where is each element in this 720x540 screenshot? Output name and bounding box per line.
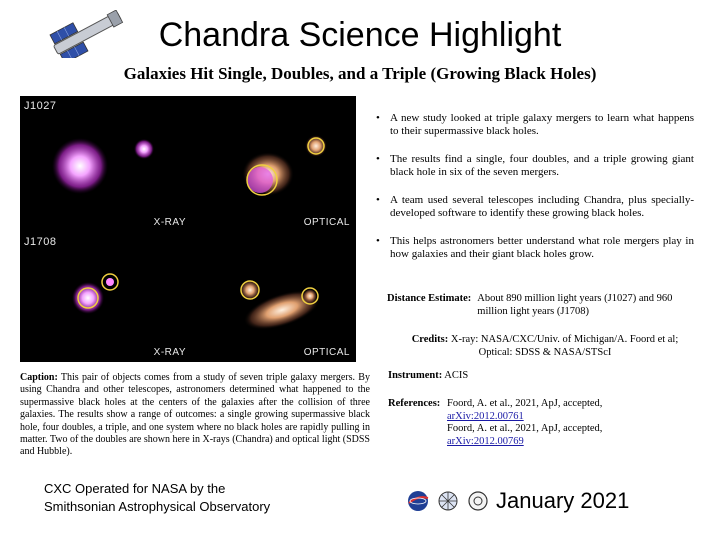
- credits-line1: X-ray: NASA/CXC/Univ. of Michigan/A. Foord et al;: [450, 334, 679, 345]
- panel-label-optical: OPTICAL: [303, 217, 350, 228]
- operator-line2: Smithsonian Astrophysical Observatory: [44, 499, 271, 514]
- bullet-item: • This helps astronomers better understand what role mergers play in how galaxies and their giant black holes grow.: [372, 235, 694, 261]
- instrument-value: ACIS: [444, 370, 469, 381]
- publication-date: January 2021: [496, 488, 630, 513]
- reference-link[interactable]: arXiv:2012.00769: [447, 435, 524, 447]
- distance-value: About 890 million light years (J1027) and 960 million light years (J1708): [477, 293, 673, 317]
- reference-link[interactable]: arXiv:2012.00761: [447, 410, 524, 422]
- image-panel-j1027-xray: [20, 96, 192, 232]
- sao-logo-icon: [469, 492, 487, 510]
- operator-line1: CXC Operated for NASA by the: [44, 481, 226, 496]
- caption-label: Caption:: [20, 372, 58, 383]
- references-label: References:: [388, 398, 441, 409]
- agency-logos: [406, 489, 492, 513]
- credits-line2: Optical: SDSS & NASA/STScI: [478, 347, 612, 358]
- panel-id: J1708: [24, 236, 57, 248]
- credits: [390, 333, 700, 359]
- image-panel-j1708-xray: [20, 232, 192, 362]
- instrument: [388, 370, 468, 381]
- bullet-item: • A new study looked at triple galaxy mergers to learn what happens to their supermassive black holes.: [372, 112, 694, 138]
- operator-credit: [44, 480, 270, 516]
- image-panel-j1027-optical: [192, 96, 356, 232]
- nasa-logo-icon: [408, 491, 428, 511]
- bullet-item: • A team used several telescopes including Chandra, plus specially-developed software to identify these growing black holes.: [372, 194, 694, 220]
- reference-text: Foord, A. et al., 2021, ApJ, accepted,: [447, 398, 603, 409]
- distance-estimate: [387, 292, 697, 318]
- credits-label: Credits:: [411, 334, 449, 345]
- reference-text: Foord, A. et al., 2021, ApJ, accepted,: [447, 423, 603, 434]
- panel-label-xray: X-RAY: [153, 217, 186, 228]
- panel-label-optical: OPTICAL: [303, 347, 350, 358]
- references: [388, 398, 602, 448]
- image-panel-j1708-optical: [192, 232, 356, 362]
- caption-text: This pair of objects comes from a study of seven triple galaxy mergers. By using Chandra and other telescopes, astronomers determined what happened to the supermassive black holes at the centers of the galaxies after the collision of three galaxies. The results show a range of outcomes: a single growing supermassive black hole, four doubles, a triple, and one system where no black holes are rapidly pulling in matter. Two of the doubles are shown here in X-rays (Chandra) and optical light (SDSS and Hubble).: [20, 372, 370, 458]
- page-title: Chandra Science Highlight: [158, 16, 562, 54]
- caption: [20, 372, 370, 459]
- summary-bullets: [372, 112, 694, 276]
- panel-label-xray: X-RAY: [153, 347, 186, 358]
- page-subtitle: Galaxies Hit Single, Doubles, and a Triple (Growing Black Holes): [123, 64, 597, 83]
- cxc-logo-icon: [439, 492, 457, 510]
- distance-label: Distance Estimate:: [387, 293, 472, 304]
- instrument-label: Instrument:: [388, 370, 443, 381]
- panel-id: J1027: [24, 100, 57, 112]
- bullet-item: • The results find a single, four doubles, and a triple growing giant black hole in six of the seven mergers.: [372, 153, 694, 179]
